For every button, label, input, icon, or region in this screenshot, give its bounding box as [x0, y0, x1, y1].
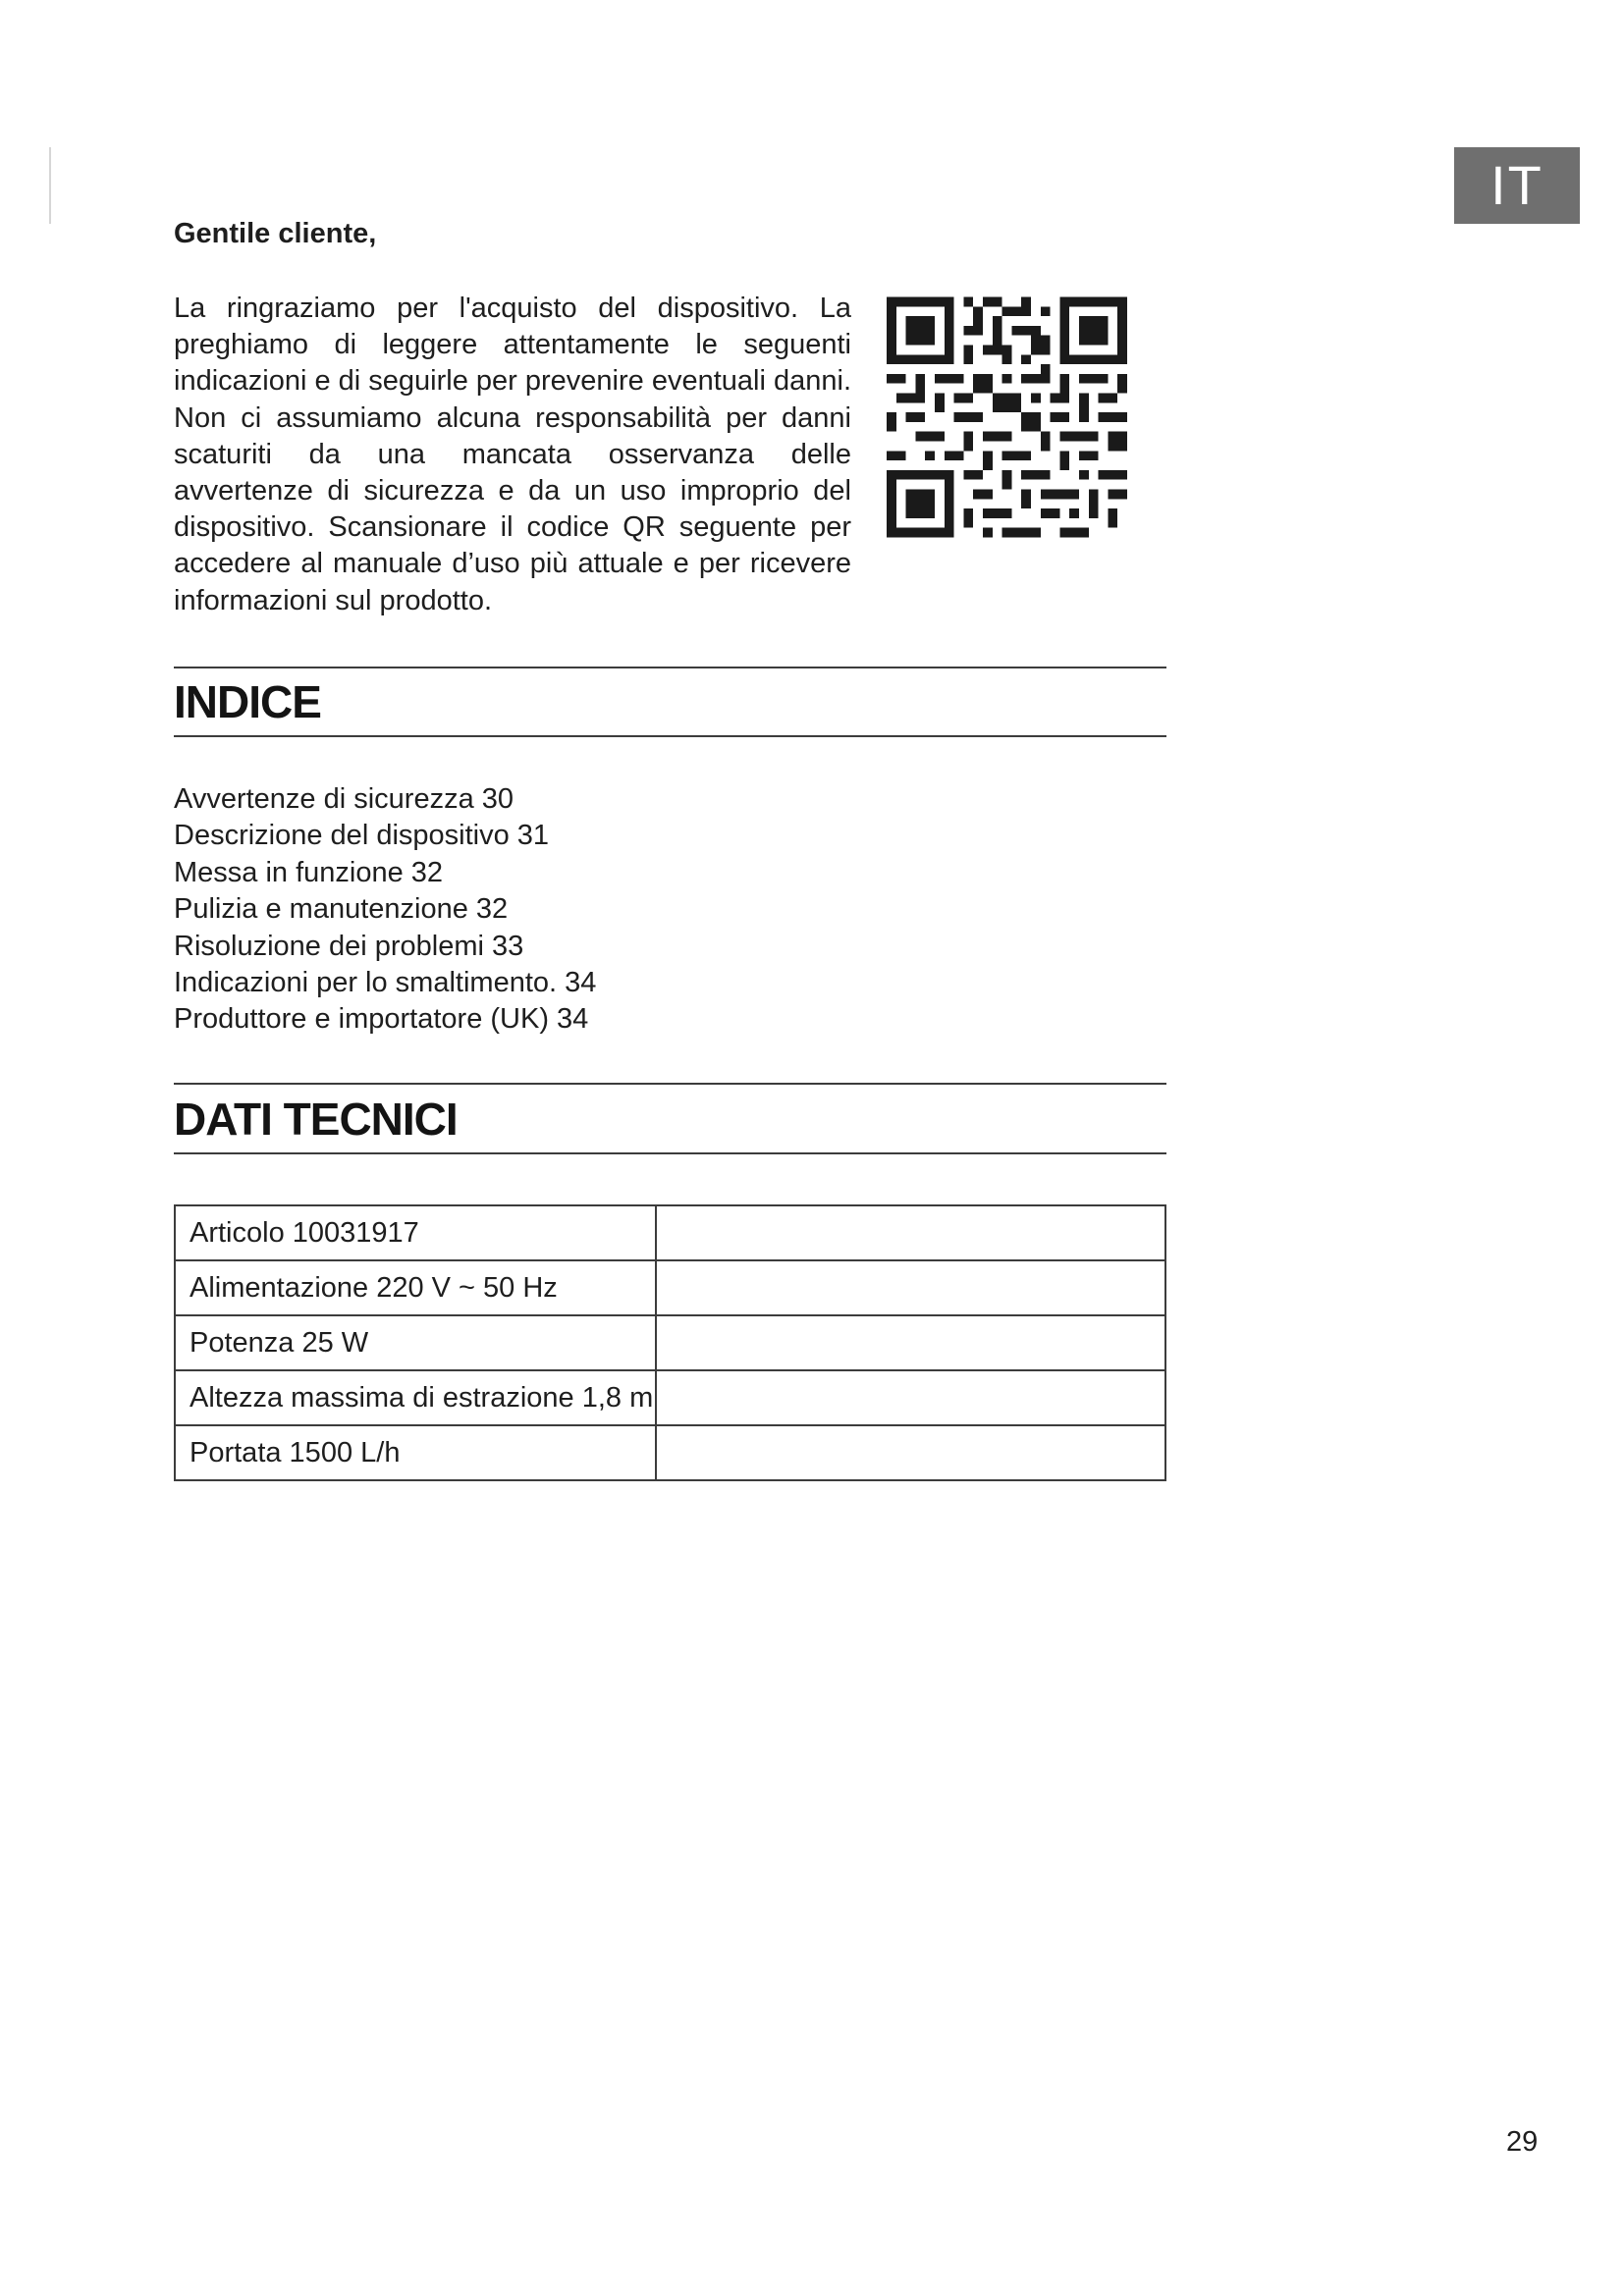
spec-value — [656, 1425, 1165, 1480]
toc-item: Messa in funzione 32 — [174, 856, 444, 888]
spec-label: Altezza massima di estrazione 1,8 m — [175, 1370, 656, 1425]
spec-label: Potenza 25 W — [175, 1315, 656, 1370]
spec-value — [656, 1315, 1165, 1370]
toc-item: Risoluzione dei problemi 33 — [174, 930, 524, 962]
table-row — [175, 1205, 1165, 1260]
spec-value — [656, 1370, 1165, 1425]
index-top-rule — [174, 667, 1166, 668]
table-row — [175, 1370, 1165, 1425]
spec-label: Portata 1500 L/h — [175, 1425, 656, 1480]
toc-item: Descrizione del dispositivo 31 — [174, 820, 550, 852]
index-title: INDICE — [174, 676, 321, 727]
language-tab: IT — [1454, 147, 1580, 224]
toc-item: Avvertenze di sicurezza 30 — [174, 783, 514, 815]
margin-line — [49, 147, 51, 224]
spec-value — [656, 1205, 1165, 1260]
page-number: 29 — [1506, 2126, 1539, 2158]
intro-paragraph: La ringraziamo per l'acquisto del dispositivo. La preghiamo di leggere attentamente le seguenti indicazioni e di seguirle per prevenire eventuali danni. Non ci assumiamo alcuna responsabilità per danni scaturiti da una mancata osservanza delle avvertenze di sicurezza e da un uso improprio del dispositivo. Scansionare il codice QR seguente per accedere al manuale d’uso più attuale e per ricevere informazioni sul prodotto. — [174, 293, 851, 616]
table-row — [175, 1425, 1165, 1480]
toc-item: Indicazioni per lo smaltimento. 34 — [174, 967, 597, 999]
spec-label: Alimentazione 220 V ~ 50 Hz — [175, 1260, 656, 1315]
table-of-contents — [174, 781, 596, 1039]
qr-code-icon[interactable] — [887, 295, 1127, 539]
toc-item: Pulizia e manutenzione 32 — [174, 893, 509, 926]
index-bottom-rule — [174, 735, 1166, 737]
specs-title: DATI TECNICI — [174, 1094, 458, 1145]
greeting: Gentile cliente, — [174, 218, 377, 249]
spec-value — [656, 1260, 1165, 1315]
table-row — [175, 1315, 1165, 1370]
specs-table — [174, 1204, 1166, 1481]
spec-label: Articolo 10031917 — [175, 1205, 656, 1260]
table-row — [175, 1260, 1165, 1315]
specs-top-rule — [174, 1083, 1166, 1085]
specs-bottom-rule — [174, 1152, 1166, 1154]
toc-item: Produttore e importatore (UK) 34 — [174, 1003, 589, 1036]
